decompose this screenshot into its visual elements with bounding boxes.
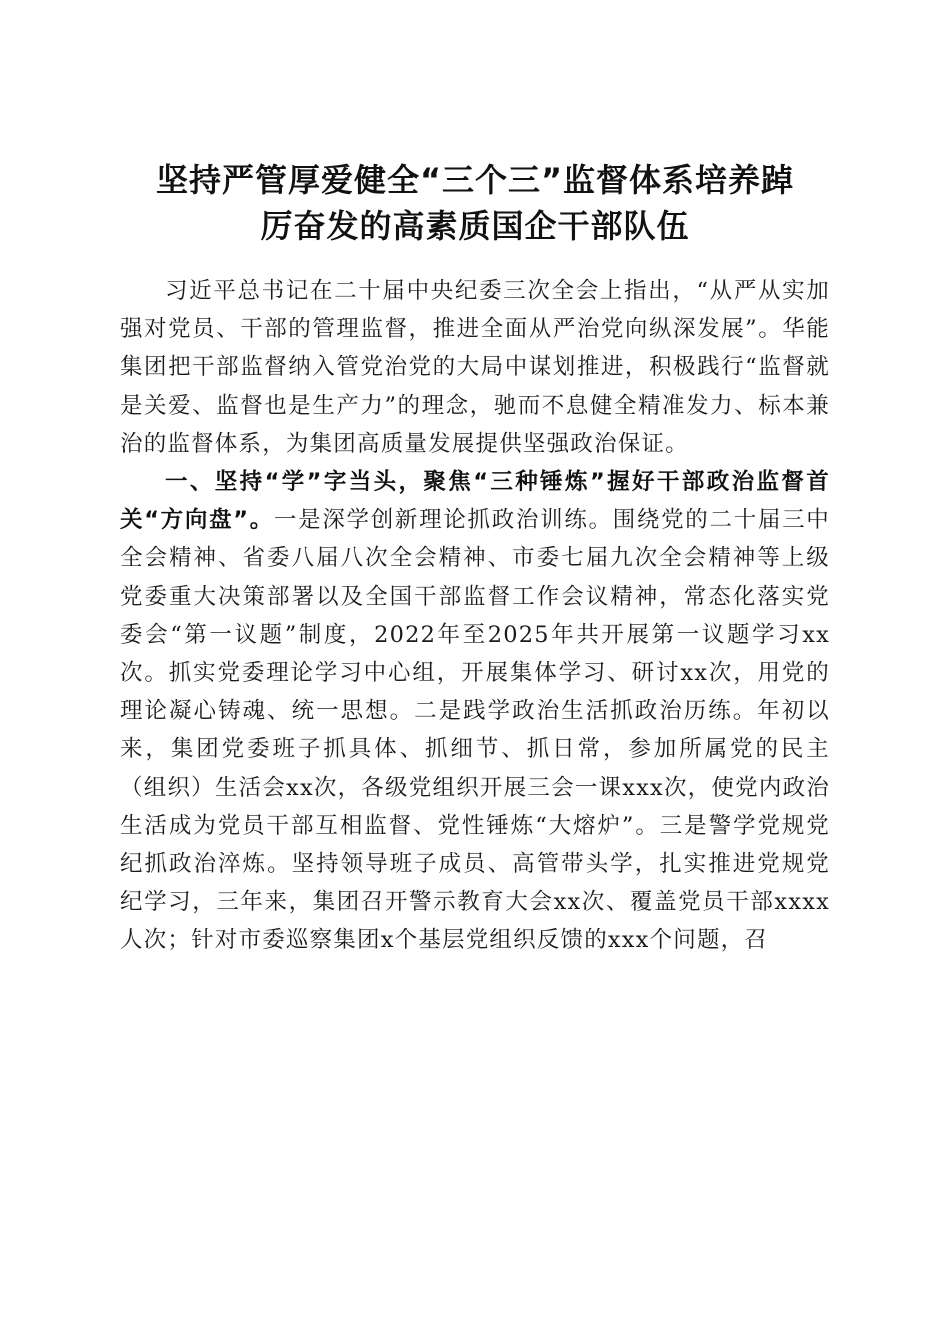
section-one-heading: 一、坚持“学”字当头，聚焦“三种锤炼”握好干部政治监督首关“方向盘”。 — [120, 469, 830, 534]
intro-paragraph — [120, 272, 830, 463]
section-one-text: 一是深学创新理论抓政治训练。围绕党的二十届三中全会精神、省委八届八次全会精神、市委七届九次全会精神等上级党委重大决策部署以及全国干部监督工作会议精神，常态化落实党委会“第一议题”制度，2022年至2025年共开展第一议题学习xx次。抓实党委理论学习中心组，开展集体学习、研讨xx次，用党的理论凝心铸魂、统一思想。二是践学政治生活抓政治历练。年初以来，集团党委班子抓具体、抓细节、抓日常，参加所属党的民主（组织）生活会xx次，各级党组织开展三会一课xxx次，使党内政治生活成为党员干部互相监督、党性锤炼“大熔炉”。三是警学党规党纪抓政治淬炼。坚持领导班子成员、高管带头学，扎实推进党规党纪学习，三年来，集团召开警示教育大会xx次、覆盖党员干部xxxx人次；针对市委巡察集团x个基层党组织反馈的xxx个问题，召 — [120, 507, 830, 954]
document-body — [120, 272, 830, 960]
title-line-2: 厉奋发的高素质国企干部队伍 — [260, 207, 690, 246]
document-title — [110, 157, 840, 249]
section-one-paragraph — [120, 463, 830, 960]
intro-paragraph-text: 习近平总书记在二十届中央纪委三次全会上指出，“从严从实加强对党员、干部的管理监督，推进全面从严治党向纵深发展”。华能集团把干部监督纳入管党治党的大局中谋划推进，积极践行“监督就是关爱、监督也是生产力”的理念，驰而不息健全精准发力、标本兼治的监督体系，为集团高质量发展提供坚强政治保证。 — [120, 278, 830, 457]
title-line-1: 坚持严管厚爱健全“三个三”监督体系培养踔 — [155, 161, 795, 200]
